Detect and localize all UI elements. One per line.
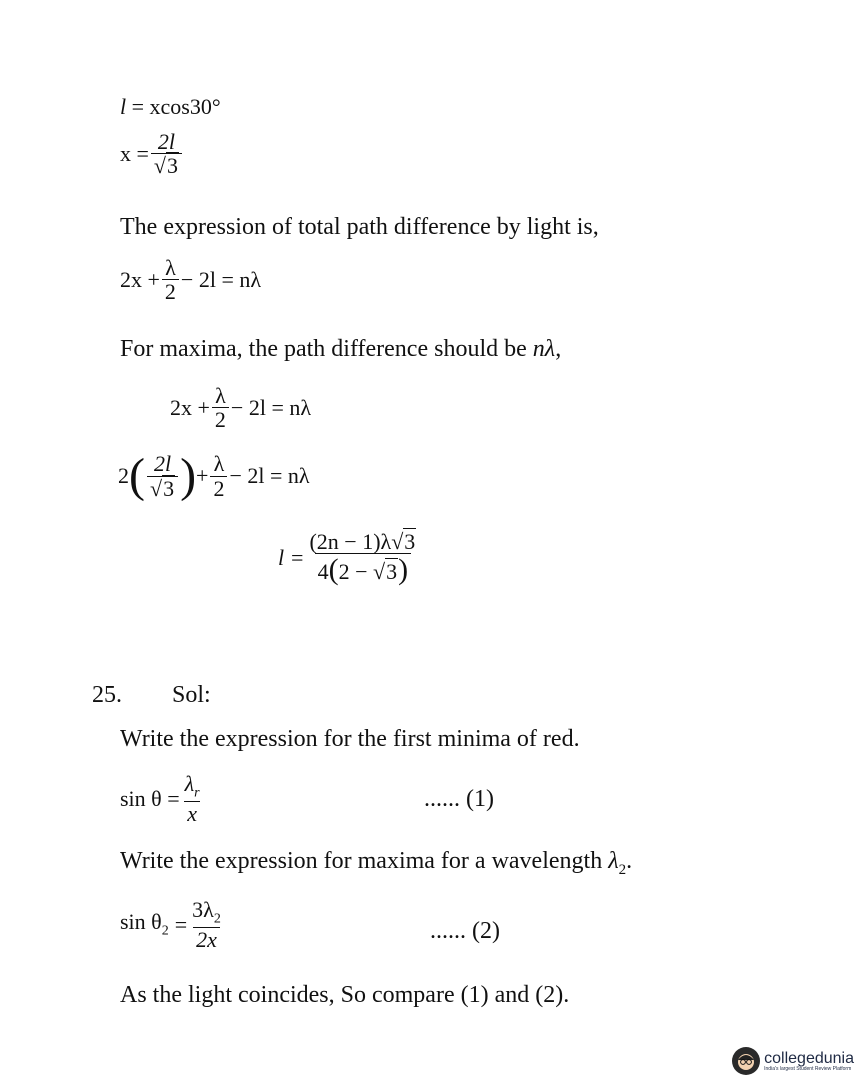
- eqB-lhs: [120, 909, 169, 939]
- section-label: Sol:: [172, 682, 211, 708]
- fraction-result-den: 4(2 − √3): [315, 553, 412, 586]
- fraction-eq1: [162, 256, 179, 303]
- eqB-eq: =: [174, 911, 188, 937]
- fraction-eq3: [210, 452, 227, 499]
- equation-path-2: [170, 384, 311, 431]
- tag-eq2: ...... (2): [430, 918, 500, 944]
- text-maxima-wave-sym: λ: [608, 848, 619, 874]
- eq2-a: 2x +: [170, 394, 210, 420]
- fraction-x: [151, 130, 182, 177]
- res-den-rad: 3: [386, 559, 398, 585]
- fraction-eq3-inner: [147, 452, 178, 499]
- fraction-eqA-num: [182, 772, 203, 801]
- text-maxima-wave-sub: 2: [618, 861, 627, 878]
- var-l: l: [120, 94, 127, 119]
- mascot-icon: [732, 1047, 760, 1075]
- text-compare: As the light coincides, So compare (1) and (2).: [120, 982, 570, 1008]
- eq2-b: − 2l = nλ: [230, 394, 312, 420]
- eqB-lhs-text: sin θ: [120, 909, 162, 935]
- fraction-eqB: [189, 898, 224, 951]
- text-maxima-wave-prefix: Write the expression for maxima for a wavelength: [120, 848, 609, 874]
- fraction-x-rad: 3: [167, 153, 178, 179]
- eq3-plus: +: [196, 463, 209, 488]
- text-maxima-wavelength: [120, 848, 632, 879]
- text-maxima: [120, 336, 561, 363]
- eq1-b: − 2l = nλ: [180, 266, 262, 292]
- section-number: 25.: [92, 682, 122, 708]
- equation-x: [120, 130, 184, 177]
- eq-l-rhs: = xcos30°: [131, 94, 221, 119]
- res-den-inner: 2 −: [338, 559, 374, 585]
- text-maxima-wave-suffix: .: [626, 848, 633, 874]
- text-maxima-suffix: ,: [555, 336, 562, 362]
- eqB-num-sub: 2: [213, 911, 221, 927]
- fraction-eq2: [212, 384, 229, 431]
- fraction-eq3-inner-rad: 3: [163, 475, 175, 501]
- equation-maxima-2: [120, 898, 226, 951]
- fraction-eq2-den: 2: [212, 407, 229, 431]
- res-lhs: l =: [278, 544, 305, 570]
- equation-minima: [120, 772, 205, 825]
- fraction-eq3-inner-num: 2l: [153, 451, 172, 477]
- fraction-eq3-num: λ: [213, 451, 225, 477]
- eq-x-lhs: x =: [120, 140, 149, 166]
- res-num-a: (2n − 1)λ: [309, 529, 392, 554]
- res-num-rad: 3: [404, 529, 416, 554]
- res-den-a: 4: [317, 559, 329, 585]
- equation-path-3: [118, 449, 310, 502]
- paren-open: (: [129, 449, 145, 502]
- collegedunia-logo: [732, 1047, 854, 1075]
- fraction-eq1-num: λ: [165, 255, 176, 280]
- logo-name: collegedunia: [764, 1049, 854, 1067]
- text-total-path: The expression of total path difference by light is,: [120, 214, 599, 240]
- text-first-minima: Write the expression for the first minima of red.: [120, 726, 580, 752]
- fraction-eqA: [182, 772, 203, 825]
- eqB-lhs-sub: 2: [161, 923, 169, 939]
- eqA-lhs: sin θ =: [120, 785, 180, 811]
- fraction-eq3-den: 2: [210, 476, 227, 500]
- logo-tagline: India's largest Student Review Platform: [764, 1065, 852, 1072]
- text-maxima-math: nλ: [532, 336, 556, 362]
- eq3-b: − 2l = nλ: [229, 463, 310, 488]
- fraction-result-num: (2n − 1)λ√3: [309, 529, 416, 554]
- fraction-x-num: 2l: [157, 129, 176, 154]
- fraction-eqA-den: x: [184, 801, 200, 825]
- tag-eq1: ...... (1): [424, 786, 494, 812]
- equation-result: [278, 530, 421, 586]
- fraction-eqB-den: 2x: [193, 927, 220, 951]
- paren-close: ): [180, 449, 197, 502]
- fraction-result: [306, 530, 419, 586]
- equation-path-1: [120, 256, 261, 303]
- fraction-eq2-num: λ: [215, 383, 226, 408]
- eqA-num: λ: [184, 771, 195, 796]
- text-maxima-prefix: For maxima, the path difference should be: [120, 336, 533, 362]
- eq3-lead: 2: [118, 463, 129, 488]
- eqA-num-sub: r: [194, 785, 200, 801]
- equation-l-cos: [120, 94, 221, 120]
- fraction-eqB-num: [189, 898, 224, 927]
- fraction-eq3-inner-den: √3: [147, 476, 178, 500]
- eqB-num: 3λ: [192, 897, 214, 922]
- eq1-a: 2x +: [120, 266, 160, 292]
- fraction-x-den: √3: [151, 153, 182, 177]
- fraction-eq1-den: 2: [162, 279, 179, 303]
